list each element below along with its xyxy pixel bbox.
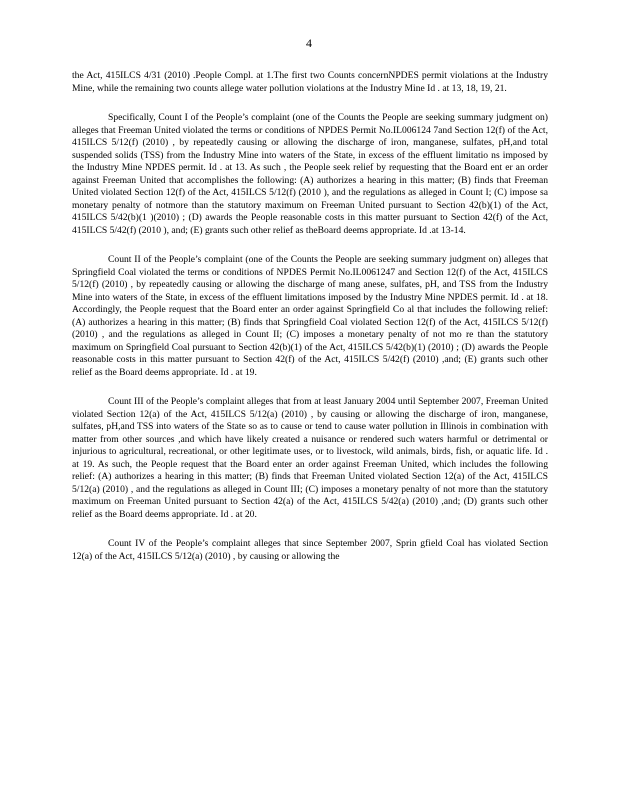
paragraph-count-i: Specifically, Count I of the People’s complaint (one of the Counts the People are seeking summary judgment on) alleges that Freeman United violated the terms or conditions of NPDES Permit No.IL006124 7and Section 12(f) of the Act, 415ILCS 5/12(f) (2010) , by repeatedly causing or allowing the discharge of iron, manganese, sulfates, pH,and total suspended solids (TSS) from the Industry Mine into waters of the State, in excess of the effluent limitatio ns imposed by the Industry Mine NPDES permit. Id . at 13. As such , the People seek relief by requesting that the Board ent er an order against Freeman United that accomplishes the following: (A) authorizes a hearing in this matter; (B) finds that Freeman United violated Section 12(f) of the Act, 415ILCS 5/12(f) (2010 ), and the regulations as alleged in Count I; (C) impose sa monetary penalty of notmore than the statutory maximum on Freeman United pursuant to Section 42(b)(1) of the Act, 415ILCS 5/42(b)(1 )(2010) ; (D) awards the People reasonable costs in this matter pursuant to Section 42(f) of the Act, 415ILCS 5/42(f) (2010 ), and; (E) grants such other relief as theBoard deems appropriate. Id .at 13-14. — [72, 112, 548, 236]
paragraph-count-ii: Count II of the People’s complaint (one of the Counts the People are seeking summary judgment on) alleges that Springfield Coal violated the terms or conditions of NPDES Permit No.IL0061247 and Section 12(f) of the Act, 415ILCS 5/12(f) (2010) , by repeatedly causing or allowing the discharge of mang anese, sulfates, pH, and TSS from the Industry Mine into waters of the State, in excess of the effluent limitations imposed by the Industry Mine NPDES permit. Id . at 18. Accordingly, the People request that the Board enter an order against Springfield Co al that includes the following relief: (A) authorizes a hearing in this matter; (B) finds that Springfield Coal violated Section 12(f) of the Act, 415ILCS 5/12(f) (2010) , and the regulations as alleged in Count II; (C) imposes a monetary penalty of not mo re than the statutory maximum on Springfield Coal pursuant to Section 42(b)(1) of the Act, 415ILCS 5/42(b)(1) (2010) ; (D) awards the People reasonable costs in this matter pursuant to Section 42(f) of the Act, 415ILCS 5/42(f) (2010) ,and; (E) grants such other relief as the Board deems appropriate. Id . at 19. — [72, 254, 548, 378]
body-text — [72, 70, 548, 580]
paragraph-count-iv: Count IV of the People’s complaint alleges that since September 2007, Sprin gfield Coal has violated Section 12(a) of the Act, 415ILCS 5/12(a) (2010) , by causing or allowing the — [72, 538, 548, 562]
page-number: 4 — [306, 36, 312, 50]
paragraph-intro: the Act, 415ILCS 4/31 (2010) .People Compl. at 1.The first two Counts concernNPDES permit violations at the Industry Mine, while the remaining two counts allege water pollution violations at the Industry Mine Id . at 13, 18, 19, 21. — [72, 70, 548, 94]
paragraph-count-iii: Count III of the People’s complaint alleges that from at least January 2004 until September 2007, Freeman United violated Section 12(a) of the Act, 415ILCS 5/12(a) (2010) , by causing or allowing the discharge of iron, manganese, sulfates, pH,and TSS into waters of the State so as to cause or tend to cause water pollution in Illinois in combination with matter from other sources ,and which have likely created a nuisance or rendered such waters harmful or detrimental or injurious to agricultural, recreational, or other legitimate uses, or to livestock, wild animals, birds, fish, or aquatic life. Id . at 19. As such, the People request that the Board enter an order against Freeman United, which includes the following relief: (A) authorizes a hearing in this matter; (B) finds that Freeman United violated Section 12(a) of the Act, 415ILCS 5/12(a) (2010) , and the regulations as alleged in Count III; (C) imposes a monetary penalty of not more than the statutory maximum on Freeman United pursuant to Section 42(a) of the Act, 415ILCS 5/42(a) (2010) ,and; (D) grants such other relief as the Board deems appropriate. Id . at 20. — [72, 396, 548, 520]
